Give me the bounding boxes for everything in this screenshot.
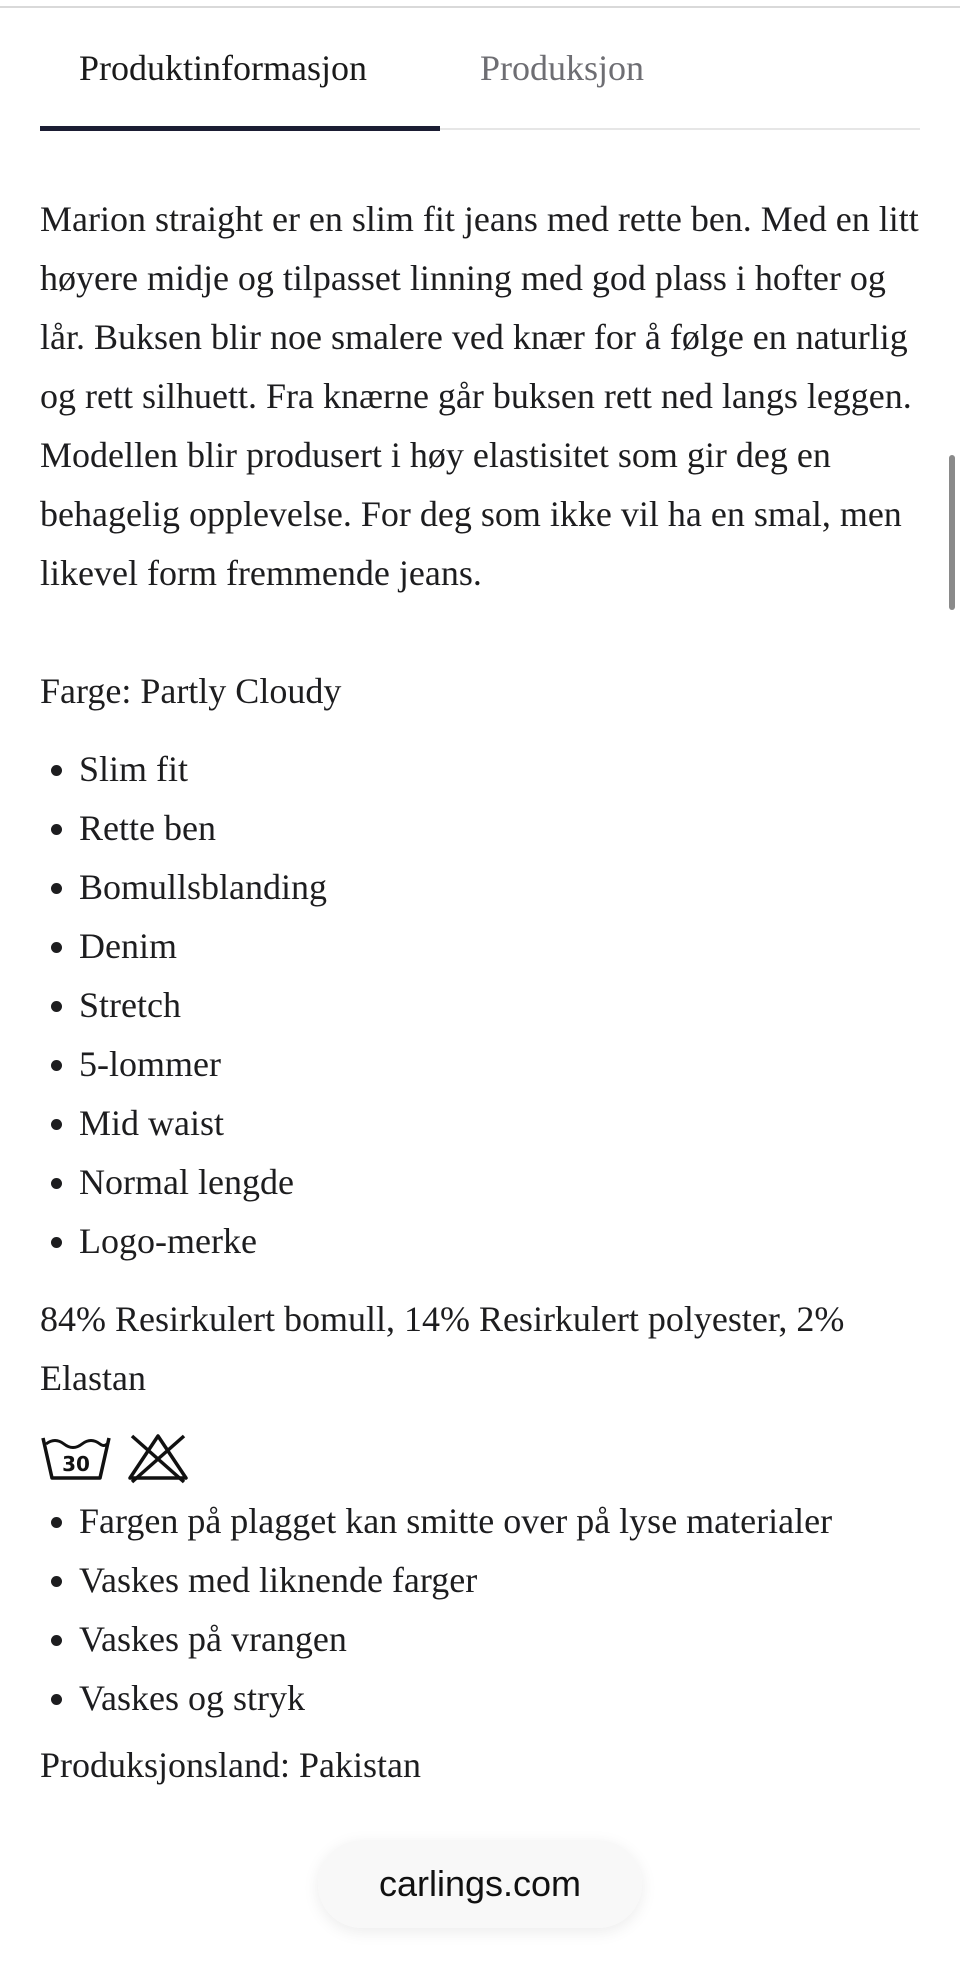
list-item: • Slim fit [79,740,925,799]
list-item: • Rette ben [79,799,925,858]
tab-produktinformasjon[interactable]: Produktinformasjon [79,48,367,88]
list-item: • Denim [79,917,925,976]
tab-produksjon[interactable]: Produksjon [480,48,645,88]
scrollbar-thumb[interactable] [949,455,955,610]
top-edge-divider [0,0,960,8]
list-item: • Fargen på plagget kan smitte over på lyse materialer [79,1492,925,1551]
production-country: Produksjonsland: Pakistan [40,1745,422,1785]
url-text: carlings.com [378,1863,582,1904]
do-not-bleach-icon [122,1430,194,1484]
list-item: • Logo-merke [79,1212,925,1271]
care-symbols [40,1430,925,1484]
color-line: Farge: Partly Cloudy [40,671,342,711]
product-info-content [40,190,925,1795]
list-item: • Stretch [79,976,925,1035]
care-instructions-list [40,1492,925,1728]
wash-30-icon [40,1430,112,1484]
product-tabs [40,30,920,130]
list-item: • Bomullsblanding [79,858,925,917]
list-item: • Normal lengde [79,1153,925,1212]
list-item: • Vaskes på vrangen [79,1610,925,1669]
list-item: • 5-lommer [79,1035,925,1094]
list-item: • Mid waist [79,1094,925,1153]
browser-url-bar[interactable] [318,1840,642,1928]
active-tab-underline [40,126,440,131]
list-item: • Vaskes med liknende farger [79,1551,925,1610]
material-composition: 84% Resirkulert bomull, 14% Resirkulert polyester, 2% Elastan [40,1299,845,1398]
list-item: • Vaskes og stryk [79,1669,925,1728]
product-description: Marion straight er en slim fit jeans med rette ben. Med en litt høyere midje og tilpasset linning med god plass i hofter og lår. Buksen blir noe smalere ved knær for å følge en naturlig og rett silhuett. Fra knærne går buksen rett ned langs leggen. Modellen blir produsert i høy elastisitet som gir deg en behagelig opplevelse. For deg som ikke vil ha en smal, men likevel form fremmende jeans. [40,199,919,593]
wash-temperature: 30 [62,1452,90,1476]
feature-list [40,740,925,1271]
